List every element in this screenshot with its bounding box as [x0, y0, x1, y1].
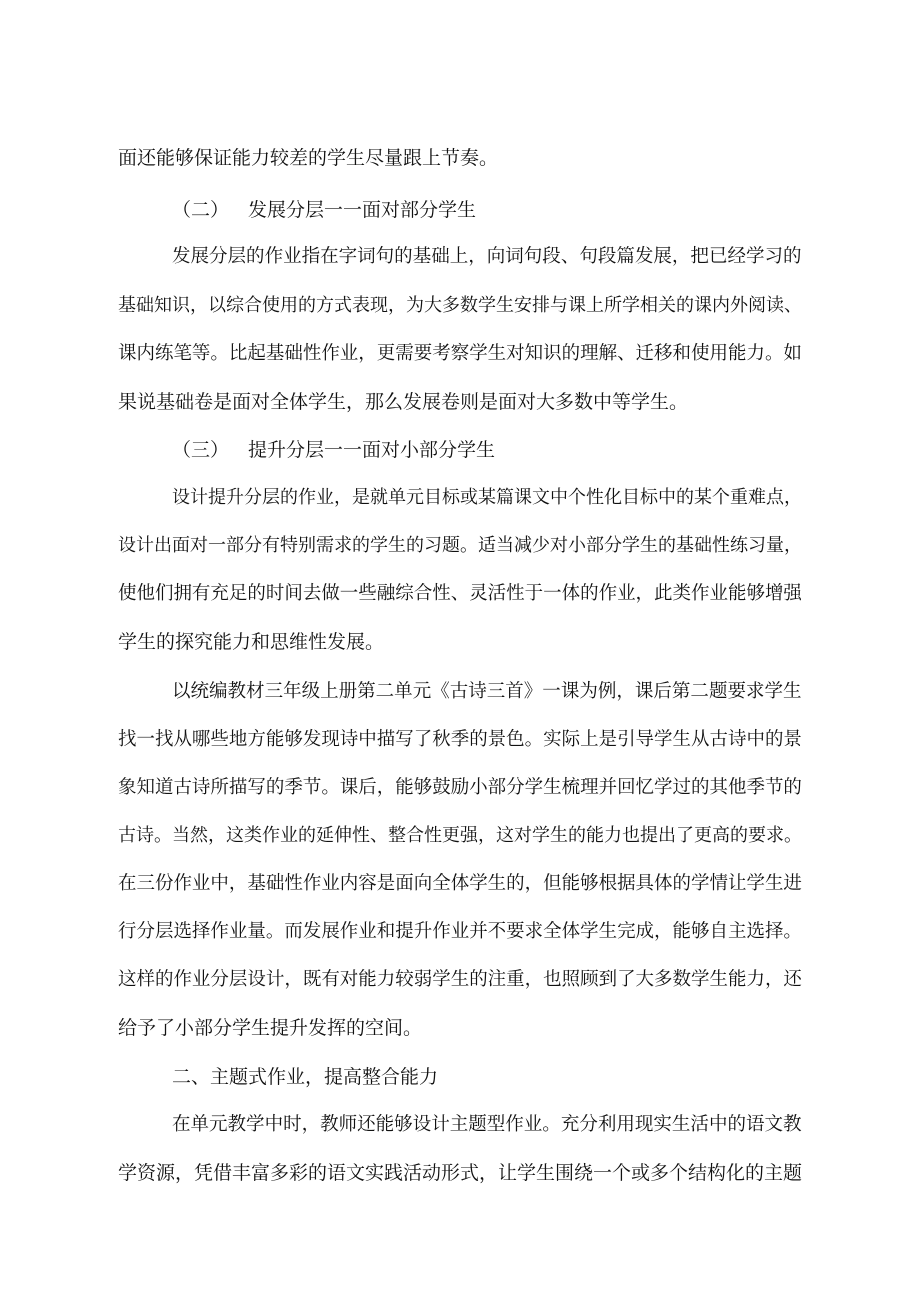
paragraph-line: 使他们拥有充足的时间去做一些融综合性、灵活性于一体的作业，此类作业能够增强 [118, 583, 802, 604]
paragraph-line: 基础知识，以综合使用的方式表现，为大多数学生安排与课上所学相关的课内外阅读、 [118, 295, 802, 316]
paragraph-line: 以统编教材三年级上册第二单元《古诗三首》一课为例，课后第二题要求学生 [172, 681, 802, 702]
paragraph-line: 古诗。当然，这类作业的延伸性、整合性更强，这对学生的能力也提出了更高的要求。 [118, 825, 802, 846]
subheading-title: 提升分层一一面对小部分学生 [248, 439, 496, 461]
paragraph-line: 在单元教学中时，教师还能够设计主题型作业。充分利用现实生活中的语文教 [172, 1114, 802, 1135]
paragraph-line: 象知道古诗所描写的季节。课后，能够鼓励小部分学生梳理并回忆学过的其他季节的 [118, 777, 802, 798]
paragraph-line: 面还能够保证能力较差的学生尽量跟上节奏。 [118, 147, 499, 169]
subheading-number: （三） [172, 439, 230, 461]
paragraph-line: 行分层选择作业量。而发展作业和提升作业并不要求全体学生完成，能够自主选择。 [118, 921, 802, 942]
paragraph-line: 给予了小部分学生提升发挥的空间。 [118, 1017, 423, 1039]
paragraph-line: 发展分层的作业指在字词句的基础上，向词句段、句段篇发展，把已经学习的 [172, 246, 802, 267]
subheading-improve [172, 438, 495, 462]
paragraph-line: 找一找从哪些地方能够发现诗中描写了秋季的景色。实际上是引导学生从古诗中的景 [118, 729, 802, 750]
section-heading: 二、主题式作业，提高整合能力 [172, 1066, 439, 1088]
paragraph-line: 课内练笔等。比起基础性作业，更需要考察学生对知识的理解、迁移和使用能力。如 [118, 343, 802, 364]
paragraph-line: 这样的作业分层设计，既有对能力较弱学生的注重，也照顾到了大多数学生能力，还 [118, 969, 802, 990]
subheading-develop [172, 198, 476, 222]
paragraph-line: 学生的探究能力和思维性发展。 [118, 631, 385, 653]
paragraph-line: 果说基础卷是面对全体学生，那么发展卷则是面对大多数中等学生。 [118, 391, 689, 413]
subheading-number: （二） [172, 199, 230, 221]
subheading-title: 发展分层一一面对部分学生 [248, 199, 477, 221]
paragraph-line: 设计出面对一部分有特别需求的学生的习题。适当减少对小部分学生的基础性练习量， [118, 535, 802, 556]
paragraph-line: 在三份作业中，基础性作业内容是面向全体学生的，但能够根据具体的学情让学生进 [118, 873, 802, 894]
paragraph-line: 设计提升分层的作业，是就单元目标或某篇课文中个性化目标中的某个重难点， [172, 487, 802, 508]
paragraph-line: 学资源，凭借丰富多彩的语文实践活动形式，让学生围绕一个或多个结构化的主题 [118, 1162, 803, 1184]
